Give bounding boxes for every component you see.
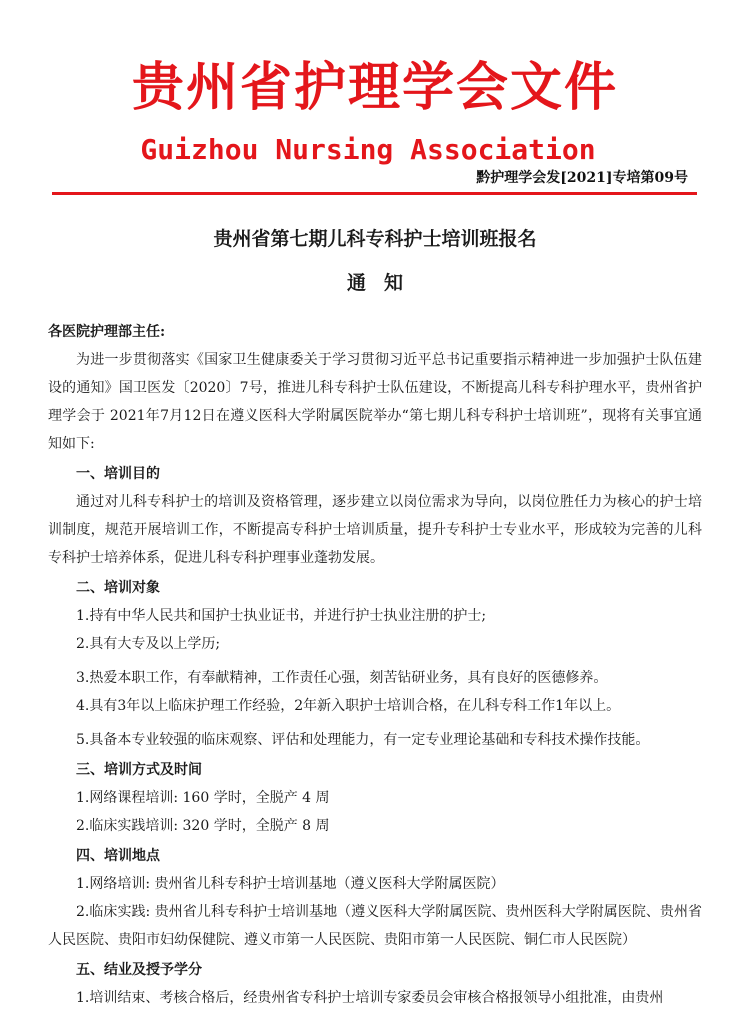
list-item: 3.热爱本职工作，有奉献精神，工作责任心强，刻苦钻研业务，具有良好的医德修养。 — [76, 670, 608, 686]
document-body — [48, 318, 702, 1012]
doc-number: 黔护理学会发[2021]专培第09号 — [476, 170, 688, 186]
section-heading: 二、培训对象 — [76, 580, 160, 596]
list-item: 2.临床实践培训: 320 学时，全脱产 8 周 — [76, 818, 330, 834]
section-heading: 四、培训地点 — [76, 848, 160, 864]
section-heading: 一、培训目的 — [76, 466, 160, 482]
red-divider — [52, 192, 697, 195]
list-item: 5.具备本专业较强的临床观察、评估和处理能力，有一定专业理论基础和专科技术操作技能。 — [76, 732, 650, 748]
list-item: 1.网络培训: 贵州省儿科专科护士培训基地（遵义医科大学附属医院） — [76, 876, 505, 892]
document-title: 贵州省第七期儿科专科护士培训班报名 — [213, 228, 537, 250]
section-paragraph: 通过对儿科专科护士的培训及资格管理，逐步建立以岗位需求为导向，以岗位胜任力为核心的护士培训制度，规范开展培训工作，不断提高专科护士培训质量，提升专科护士专业水平，形成较为完善的儿科专科护士培养体系，促进儿科专科护理事业蓬勃发展。 — [48, 494, 702, 566]
list-item: 2.临床实践: 贵州省儿科专科护士培训基地（遵义医科大学附属医院、贵州医科大学附属医院、贵州省人民医院、贵阳市妇幼保健院、遵义市第一人民医院、贵阳市第一人民医院、铜仁市人民医院） — [48, 904, 702, 948]
section-heading: 三、培训方式及时间 — [76, 762, 202, 778]
org-subtitle: Guizhou Nursing Association — [140, 133, 596, 166]
intro-paragraph: 为进一步贯彻落实《国家卫生健康委关于学习贯彻习近平总书记重要指示精神进一步加强护士队伍建设的通知》国卫医发〔2020〕7号，推进儿科专科护士队伍建设，不断提高儿科专科护理水平，贵州省护理学会于 2021年7月12日在遵义医科大学附属医院举办“第七期儿科专科护士培训班”，现将有关事宜通知如下: — [48, 352, 702, 452]
list-item: 4.具有3年以上临床护理工作经验，2年新入职护士培训合格，在儿科专科工作1年以上。 — [76, 698, 621, 714]
org-title: 贵州省护理学会文件 — [131, 58, 618, 118]
list-item: 2.具有大专及以上学历; — [76, 636, 221, 652]
list-item: 1.培训结束、考核合格后，经贵州省专科护士培训专家委员会审核合格报领导小组批准，由贵州 — [76, 990, 664, 1006]
list-item: 1.持有中华人民共和国护士执业证书，并进行护士执业注册的护士; — [76, 608, 487, 624]
list-item: 1.网络课程培训: 160 学时，全脱产 4 周 — [76, 790, 330, 806]
section-heading: 五、结业及授予学分 — [76, 962, 202, 978]
document-title-notice: 通知 — [346, 272, 421, 294]
salutation: 各医院护理部主任: — [48, 324, 166, 340]
